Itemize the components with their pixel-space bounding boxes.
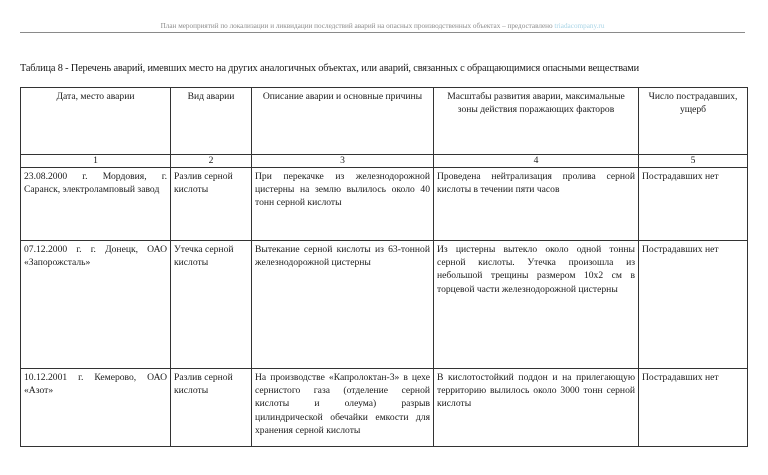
cell-description: Вытекание серной кислоты из 63-тонной железнодорожной цистерны bbox=[252, 241, 434, 369]
accidents-table bbox=[20, 87, 748, 447]
header-description: Описание аварии и основные причины bbox=[252, 88, 434, 155]
cell-type: Утечка серной кислоты bbox=[171, 241, 252, 369]
cell-scale: Проведена нейтрализация пролива серной кислоты в течении пяти часов bbox=[434, 168, 639, 241]
column-number: 1 bbox=[21, 155, 171, 168]
cell-victims: Пострадавших нет bbox=[639, 168, 748, 241]
header-date-place: Дата, место аварии bbox=[21, 88, 171, 155]
cell-type: Разлив серной кислоты bbox=[171, 168, 252, 241]
cell-description: При перекачке из железнодорожной цистерны на землю вылилось около 40 тонн серной кислоты bbox=[252, 168, 434, 241]
header-type: Вид аварии bbox=[171, 88, 252, 155]
header-scale: Масштабы развития аварии, максимальные зоны действия поражающих факторов bbox=[434, 88, 639, 155]
cell-victims: Пострадавших нет bbox=[639, 369, 748, 447]
table-caption: Таблица 8 - Перечень аварий, имевших место на других аналогичных объектах, или аварий, связанных с обращающимися опасными веществами bbox=[20, 63, 639, 74]
running-head bbox=[20, 21, 745, 33]
cell-scale: Из цистерны вытекло около одной тонны серной кислоты. Утечка произошла из небольшой трещины размером 10х2 см в торцевой части железнодорожной цистерны bbox=[434, 241, 639, 369]
cell-victims: Пострадавших нет bbox=[639, 241, 748, 369]
cell-scale: В кислотостойкий поддон и на прилегающую территорию вылилось около 3000 тонн серной кислоты bbox=[434, 369, 639, 447]
table-row bbox=[21, 241, 748, 369]
column-number: 5 bbox=[639, 155, 748, 168]
running-head-text: План мероприятий по локализации и ликвидации последствий аварий на опасных производственных объектах – предоставлено bbox=[160, 22, 553, 30]
header-victims: Число пострадавших, ущерб bbox=[639, 88, 748, 155]
column-number: 2 bbox=[171, 155, 252, 168]
column-number-row bbox=[21, 155, 748, 168]
table-row bbox=[21, 369, 748, 447]
cell-type: Разлив серной кислоты bbox=[171, 369, 252, 447]
cell-date-place: 07.12.2000 г. г. Донецк, ОАО «Запорожсталь» bbox=[21, 241, 171, 369]
column-number: 4 bbox=[434, 155, 639, 168]
table-row bbox=[21, 168, 748, 241]
cell-date-place: 23.08.2000 г. Мордовия, г. Саранск, электроламповый завод bbox=[21, 168, 171, 241]
cell-date-place: 10.12.2001 г. Кемерово, ОАО «Азот» bbox=[21, 369, 171, 447]
table-header-row bbox=[21, 88, 748, 155]
column-number: 3 bbox=[252, 155, 434, 168]
running-head-site-link[interactable]: triadacompany.ru bbox=[554, 22, 605, 30]
cell-description: На производстве «Капролоктан-3» в цехе сернистого газа (отделение серной кислоты и олеума) разрыв цилиндрической обечайки емкости для хранения серной кислоты bbox=[252, 369, 434, 447]
